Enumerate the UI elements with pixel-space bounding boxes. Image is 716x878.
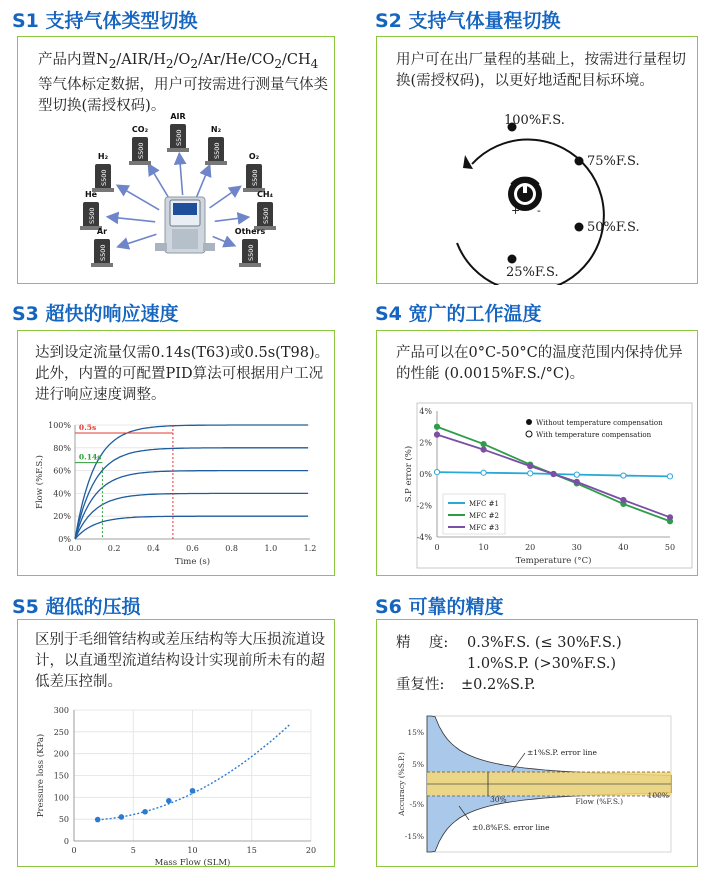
section-title-s1: S1 支持气体类型切换	[12, 10, 198, 32]
gas-badge: S500	[262, 207, 270, 224]
y-tick-label: -4%	[416, 533, 432, 542]
gas-box	[254, 190, 276, 230]
series-point	[434, 432, 439, 437]
gas-label: AIR	[170, 112, 186, 121]
x-tick-label: 10	[478, 543, 489, 552]
section-title-s3: S3 超快的响应速度	[12, 303, 179, 325]
y-axis-label: Flow (%F.S.)	[35, 455, 45, 509]
data-point	[95, 817, 101, 823]
annotation-fs: ±0.8%F.S. error line	[472, 823, 550, 832]
x-tick-label: 1.0	[264, 544, 278, 553]
mfc-device	[155, 197, 215, 253]
y-tick-label: 150	[53, 771, 69, 781]
data-point	[190, 788, 196, 794]
x-tick-label: 1.2	[303, 544, 317, 553]
x-tick-label: 0.2	[107, 544, 121, 553]
x-tick-label: 0.6	[186, 544, 199, 553]
y-tick-label: -15%	[404, 832, 424, 841]
y-tick-label: 0%	[58, 535, 71, 544]
legend-label: MFC #2	[469, 512, 499, 520]
gas-arrow	[119, 186, 160, 210]
trend-line	[98, 725, 290, 820]
gas-arrow	[215, 217, 247, 221]
x-tick-label: 15	[246, 846, 257, 855]
data-point	[166, 798, 172, 804]
x-tick-label: 40	[618, 543, 629, 552]
y-tick-label: 80%	[53, 443, 71, 453]
chart-frame	[417, 403, 692, 568]
y-tick-label: 50	[58, 815, 69, 825]
series-point	[574, 472, 579, 477]
gas-label: N₂	[210, 125, 222, 134]
x-axis-label: Flow (%F.S.)	[575, 797, 623, 806]
s6-accuracy-label: 精 度:	[396, 635, 449, 651]
y-tick-label: -2%	[416, 501, 432, 511]
gas-badge: S500	[88, 207, 96, 224]
gas-box	[91, 227, 113, 267]
legend-label: With temperature compensation	[536, 431, 652, 439]
x-axis-label: Temperature (°C)	[515, 556, 592, 566]
pressure-loss-chart	[18, 620, 336, 868]
gas-label: O₂	[248, 152, 260, 161]
y-tick-label: -5%	[409, 800, 424, 809]
s1-description: 产品内置$N_2/AIR/H_2/O_2/Ar/He/CO_2/CH_4$等气体标定数据，用户可按需进行测量气体类型切换(需授权码)。	[38, 52, 328, 114]
dial-label-100: 100%F.S.	[504, 113, 565, 128]
y-tick-label: 0	[63, 837, 69, 846]
y-tick-label: 60%	[53, 466, 71, 476]
y-axis-label: Pressure loss (KPa)	[36, 733, 46, 818]
section-title-s4: S4 宽广的工作温度	[375, 303, 542, 325]
series-point	[434, 470, 439, 475]
y-tick-label: 100	[53, 793, 69, 803]
gas-label: He	[84, 190, 98, 199]
y-tick-label: 40%	[53, 489, 71, 499]
s5-description: 区别于毛细管结构或差压结构等大压损流道设计，以直通型流道结构设计实现前所未有的超低差压控制。	[35, 632, 325, 690]
gas-arrow	[210, 187, 240, 208]
data-point	[142, 809, 148, 815]
gas-type-diagram	[18, 37, 336, 285]
section-title-s5: S5 超低的压损	[12, 596, 141, 618]
gas-badge: S500	[99, 244, 107, 261]
series-point	[481, 441, 486, 446]
panel-s2	[376, 36, 698, 284]
y-tick-label: 15%	[407, 728, 424, 737]
s3-description: 达到设定流量仅需0.14s(T63)或0.5s(T98)。此外，内置的可配置PID算法可根据用户工况进行响应速度调整。	[35, 345, 330, 403]
series-point	[621, 473, 626, 478]
gas-box	[92, 152, 114, 192]
legend-marker	[526, 431, 532, 437]
response-curve	[75, 471, 308, 539]
dial-label-50: 50%F.S.	[587, 220, 640, 235]
section-title-s6: S6 可靠的精度	[375, 596, 504, 618]
gas-box	[167, 112, 189, 152]
gas-box	[80, 190, 102, 230]
series-point	[574, 479, 579, 484]
knob-icon	[508, 177, 542, 217]
legend-label: MFC #1	[469, 500, 499, 508]
gas-box	[129, 125, 151, 165]
gas-arrow	[196, 167, 209, 198]
series-point	[481, 470, 486, 475]
dial-label-75: 75%F.S.	[587, 154, 640, 169]
x-axis-label: Time (s)	[174, 557, 211, 567]
y-axis-label: S.P error (%)	[404, 445, 414, 503]
x-tick-label: 30%	[490, 795, 507, 804]
series-point	[667, 474, 672, 479]
data-point	[119, 814, 125, 820]
series-point	[551, 471, 556, 476]
gas-box	[235, 227, 266, 267]
series-point	[528, 464, 533, 469]
panel-s3	[17, 330, 335, 576]
legend-label: Without temperature compensation	[536, 419, 663, 427]
legend-label: MFC #3	[469, 524, 499, 532]
gas-box	[205, 125, 227, 165]
s4-description: 产品可以在0°C-50°C的温度范围内保持优异的性能 (0.0015%F.S./°C)。	[396, 345, 683, 382]
annotation-014s: 0.14s	[78, 452, 102, 462]
legend-marker	[526, 419, 532, 425]
knob-plus: +	[511, 204, 521, 217]
y-tick-label: 2%	[419, 438, 432, 448]
series-point	[481, 447, 486, 452]
s2-description: 用户可在出厂量程的基础上，按需进行量程切换(需授权码)，以更好地适配目标环境。	[396, 52, 686, 89]
x-tick-label: 20	[525, 543, 536, 552]
y-tick-label: 4%	[419, 407, 432, 416]
gas-badge: S500	[251, 169, 259, 186]
y-tick-label: 0%	[419, 470, 432, 479]
x-tick-label: 30	[571, 543, 582, 552]
gas-badge: S500	[100, 169, 108, 186]
x-tick-label: 10	[187, 846, 198, 855]
annotation-sp: ±1%S.P. error line	[527, 748, 597, 757]
x-tick-label: 5	[130, 846, 136, 855]
y-tick-label: 200	[53, 749, 69, 759]
gas-label: H₂	[97, 152, 109, 161]
gas-arrow	[119, 234, 156, 246]
response-chart	[18, 331, 336, 577]
s6-accuracy-2: 1.0%S.P. (>30%F.S.)	[467, 656, 617, 672]
dial-label-25: 25%F.S.	[506, 265, 559, 280]
y-tick-label: 250	[53, 727, 69, 737]
gas-arrow	[109, 217, 155, 222]
x-tick-label: 50	[664, 543, 676, 552]
x-tick-label: 0	[71, 846, 77, 855]
y-tick-label: 20%	[53, 512, 71, 522]
panel-s5	[17, 619, 335, 867]
gas-badge: S500	[175, 129, 183, 146]
y-tick-label: 100%	[48, 421, 71, 430]
gas-badge: S500	[247, 244, 255, 261]
series-point	[621, 497, 626, 502]
temperature-chart	[377, 331, 699, 577]
panel-s1	[17, 36, 335, 284]
section-title-s2: S2 支持气体量程切换	[375, 10, 561, 32]
panel-s4	[376, 330, 698, 576]
s6-accuracy-1: 0.3%F.S. (≤ 30%F.S.)	[467, 635, 622, 651]
gas-arrow	[149, 165, 169, 199]
series-point	[528, 471, 533, 476]
gas-badge: S500	[213, 142, 221, 159]
accuracy-chart	[377, 620, 699, 868]
gas-label: CO₂	[131, 125, 149, 134]
y-tick-label: 5%	[412, 760, 424, 769]
range-dial-diagram	[377, 37, 699, 285]
series-point	[434, 424, 439, 429]
x-tick-label: 20	[305, 846, 317, 855]
response-curve	[75, 516, 308, 539]
y-tick-label: 300	[53, 706, 69, 715]
x-tick-label: 0.8	[225, 544, 239, 553]
x-tick-label: 0.0	[68, 544, 82, 553]
gas-box	[243, 152, 265, 192]
x-tick-label: 0	[434, 543, 440, 552]
annotation-05s: 0.5s	[78, 422, 97, 432]
s6-repeat-label: 重复性:	[396, 677, 445, 693]
x-tick-label: 100%	[647, 791, 669, 800]
x-tick-label: 0.4	[146, 544, 160, 553]
series-point	[667, 515, 672, 520]
y-axis-label: Accuracy (%S.P.)	[397, 752, 406, 816]
knob-minus: -	[537, 204, 541, 217]
gas-badge: S500	[137, 142, 145, 159]
s6-repeat-value: ±0.2%S.P.	[461, 677, 536, 693]
gas-arrow	[213, 237, 234, 246]
gas-label: Others	[234, 227, 266, 236]
x-axis-label: Mass Flow (SLM)	[154, 858, 231, 868]
gas-label: CH₄	[256, 190, 274, 199]
panel-s6	[376, 619, 698, 867]
gas-label: Ar	[96, 227, 108, 236]
gas-arrow	[179, 155, 182, 195]
